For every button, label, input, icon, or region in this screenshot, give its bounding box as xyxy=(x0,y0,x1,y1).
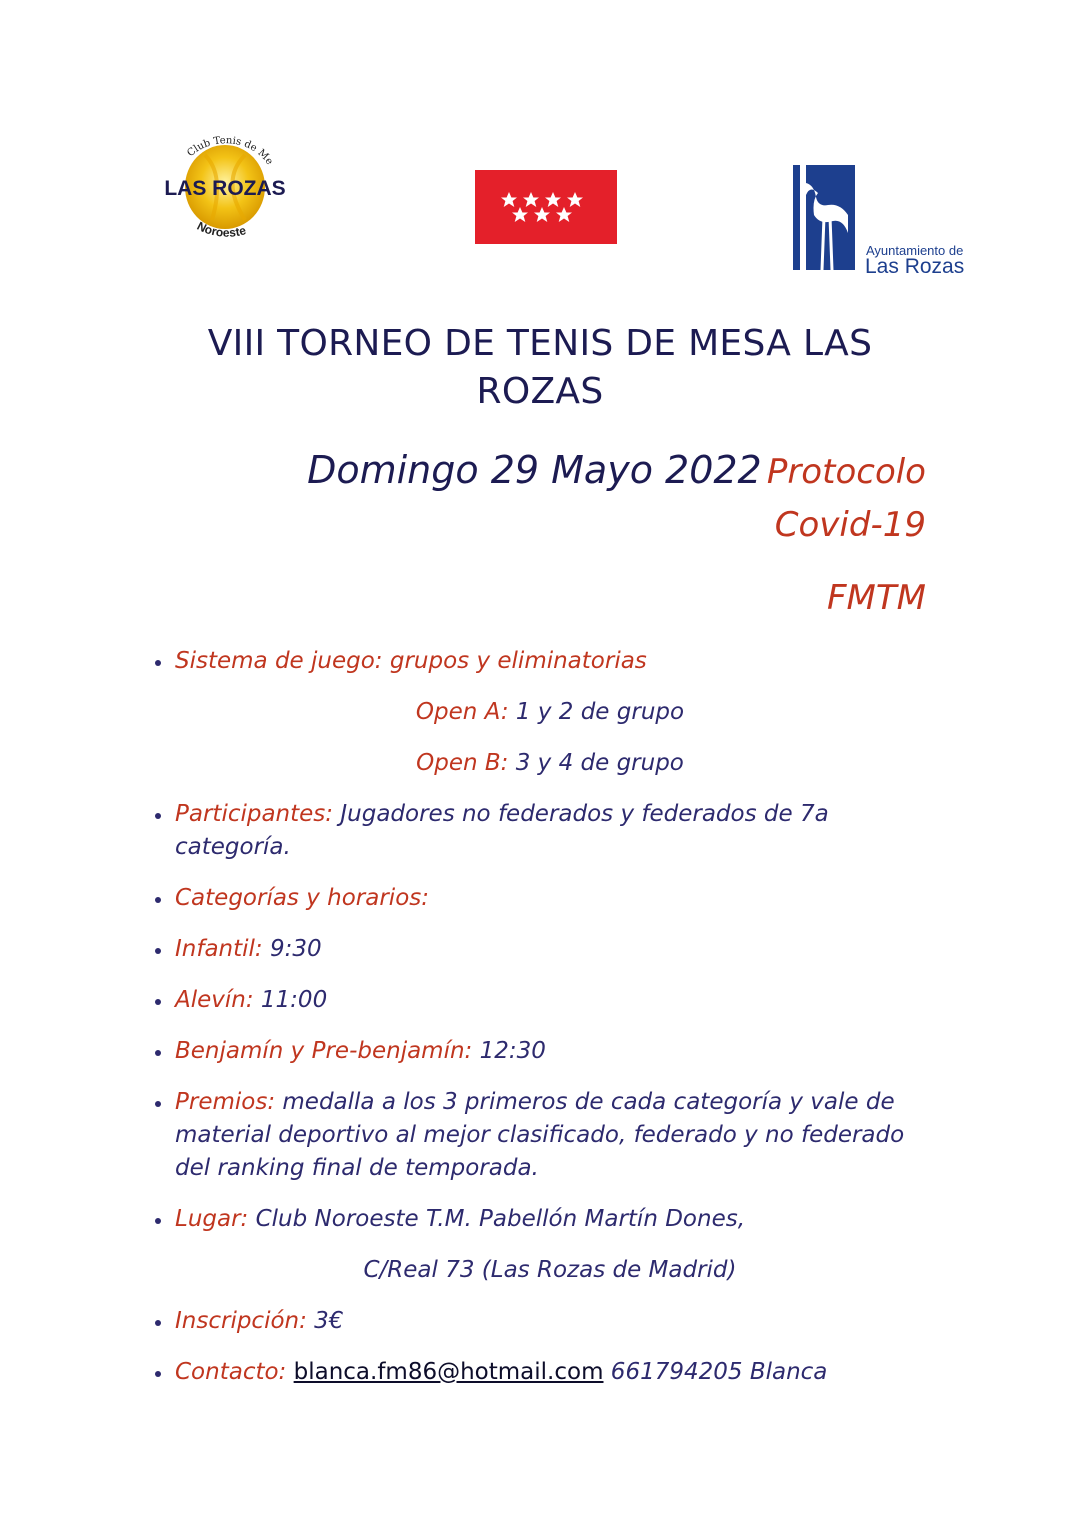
las-rozas-label: Las Rozas xyxy=(865,255,965,278)
fmtm-label: FMTM xyxy=(827,578,926,618)
benjamin-value: 12:30 xyxy=(472,1038,546,1064)
title-line-1: VIII TORNEO DE TENIS DE MESA LAS xyxy=(207,323,873,364)
premios-label: Premios: xyxy=(175,1089,276,1115)
svg-text:Noroeste: Noroeste xyxy=(194,218,248,240)
bullet-icon xyxy=(155,813,161,819)
contacto-email-link[interactable]: blanca.fm86@hotmail.com xyxy=(293,1359,604,1385)
list-item-benjamin xyxy=(155,1035,945,1068)
list-item-contacto xyxy=(155,1356,945,1389)
bullet-icon xyxy=(155,1371,161,1377)
open-b-value: 3 y 4 de grupo xyxy=(508,750,684,776)
infantil-label: Infantil: xyxy=(175,936,263,962)
participantes-label: Participantes: xyxy=(175,801,334,827)
premios-value: medalla a los 3 primeros de cada categoría y vale de material deportivo al mejor clasificado, federado y no federado del ranking final de temporada. xyxy=(175,1089,905,1181)
categorias-text: Categorías y horarios: xyxy=(175,885,429,911)
participantes-value: Jugadores no federados y federados de 7a categoría. xyxy=(175,801,829,860)
contacto-label: Contacto: xyxy=(175,1359,287,1385)
lugar-address: C/Real 73 (Las Rozas de Madrid) xyxy=(363,1257,737,1283)
title-line-2: ROZAS xyxy=(476,371,604,412)
lugar-label: Lugar: xyxy=(175,1206,249,1232)
list-item-categorias xyxy=(155,882,945,915)
covid-label: Covid-19 xyxy=(774,505,926,545)
infantil-value: 9:30 xyxy=(262,936,322,962)
four-stars-flag-icon xyxy=(475,170,617,244)
list-item-participantes xyxy=(155,798,945,864)
ayuntamiento-label: Ayuntamiento de xyxy=(866,243,964,258)
ayuntamiento-logo xyxy=(788,155,978,280)
sistema-text: Sistema de juego: grupos y eliminatorias xyxy=(175,648,647,674)
svg-text:Club Tenis de Mesa: Club Tenis de Me xyxy=(185,135,275,168)
svg-text:LAS ROZAS: LAS ROZAS xyxy=(164,177,286,200)
list-item-lugar xyxy=(155,1203,945,1236)
tournament-title xyxy=(140,320,940,416)
open-a-label: Open A: xyxy=(415,699,509,725)
list-item-inscripcion xyxy=(155,1305,945,1338)
inscripcion-label: Inscripción: xyxy=(175,1308,307,1334)
open-b-line xyxy=(155,747,945,780)
contacto-phone: 661794205 Blanca xyxy=(603,1359,828,1385)
club-tenis-mesa-logo xyxy=(150,125,300,250)
bullet-icon xyxy=(155,897,161,903)
list-item-sistema xyxy=(155,645,945,678)
alevin-label: Alevín: xyxy=(175,987,254,1013)
bullet-icon xyxy=(155,660,161,666)
bullet-icon xyxy=(155,999,161,1005)
date-line xyxy=(307,448,926,492)
list-item-premios xyxy=(155,1086,945,1185)
bullet-icon xyxy=(155,1218,161,1224)
list-item-alevin xyxy=(155,984,945,1017)
open-a-line xyxy=(155,696,945,729)
open-a-value: 1 y 2 de grupo xyxy=(508,699,685,725)
bullet-icon xyxy=(155,1101,161,1107)
lugar-value: Club Noroeste T.M. Pabellón Martín Dones, xyxy=(248,1206,746,1232)
info-list xyxy=(155,645,945,1407)
benjamin-label: Benjamín y Pre-benjamín: xyxy=(175,1038,473,1064)
inscripcion-value: 3€ xyxy=(306,1308,344,1334)
alevin-value: 11:00 xyxy=(253,987,328,1013)
event-date: Domingo 29 Mayo 2022 xyxy=(307,448,762,492)
protocol-label: Protocolo xyxy=(766,452,926,492)
list-item-infantil xyxy=(155,933,945,966)
bullet-icon xyxy=(155,1050,161,1056)
bullet-icon xyxy=(155,948,161,954)
open-b-label: Open B: xyxy=(416,750,509,776)
bullet-icon xyxy=(155,1320,161,1326)
